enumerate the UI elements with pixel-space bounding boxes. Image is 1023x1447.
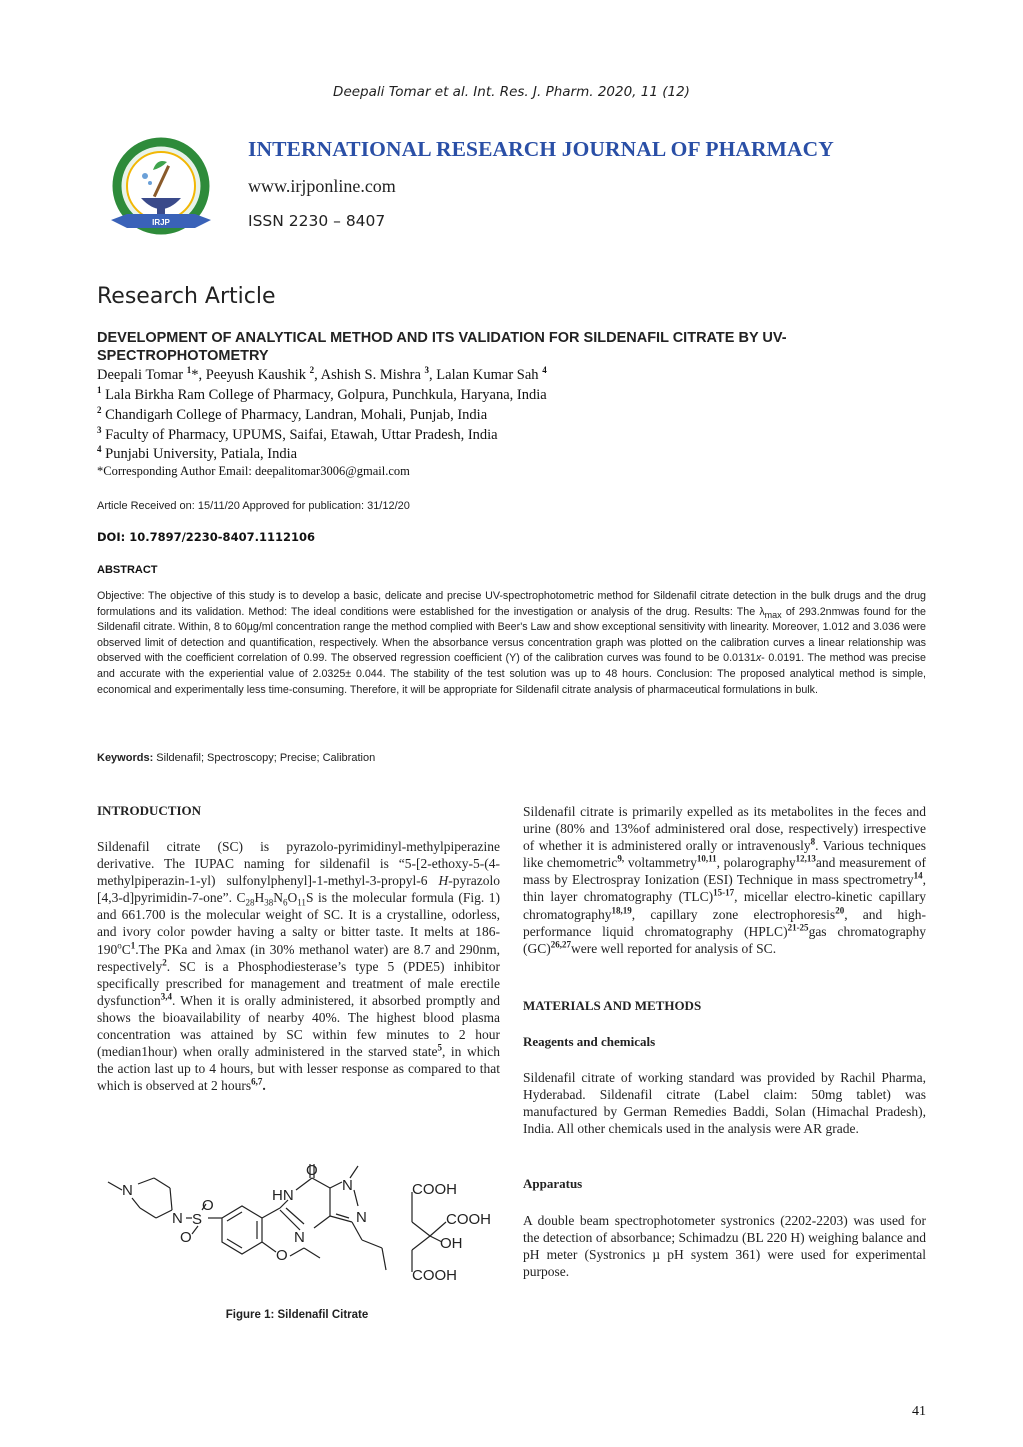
citation: 26,27: [550, 939, 571, 950]
atom-label: N: [342, 1177, 353, 1194]
body-text: .: [262, 1078, 266, 1094]
author-affil-ref: 2: [309, 365, 315, 376]
citation: 12,13: [795, 853, 816, 864]
affiliation-text: Faculty of Pharmacy, UPUMS, Saifai, Etawah, Uttar Pradesh, India: [101, 427, 498, 443]
formula-subscript: 6: [283, 897, 288, 908]
abstract-text: - 0.0191. The method was precise and accurate with the experiential value of 2.0325± 0.044. The stability of the test solution was up to 48 hours. Conclusion: The proposed analytical method is simple, economical and experimentally less time-consuming. Therefore, it will be appropriate for Sildenafil citrate analysis of pharmaceutical formulations in bulk.: [97, 652, 926, 696]
atom-label: S: [192, 1211, 203, 1228]
body-text: , micellar electro-kinetic capillary chromatography: [523, 889, 926, 922]
atom-label: OH: [440, 1235, 463, 1252]
citation: 5: [437, 1042, 442, 1053]
body-text: -pyrazolo [4,3-d]pyrimidin-7-one”. C: [97, 873, 500, 906]
body-text: , thin layer chromatography (TLC): [523, 872, 926, 905]
journal-logo: [97, 136, 225, 246]
citation: 14: [913, 870, 923, 881]
paper-title: DEVELOPMENT OF ANALYTICAL METHOD AND ITS VALIDATION FOR SILDENAFIL CITRATE BY UV-SPECTROPHOTOMETRY: [97, 330, 787, 364]
corresponding-author: *Corresponding Author Email: deepalitomar3006@gmail.com: [97, 464, 410, 478]
author-affil-ref: 3: [424, 365, 430, 376]
chemical-structure: [100, 1160, 490, 1295]
doi[interactable]: DOI: 10.7897/2230-8407.1112106: [97, 530, 315, 544]
atom-label: COOH: [446, 1211, 490, 1228]
affiliation-text: Chandigarh College of Pharmacy, Landran, Mohali, Punjab, India: [101, 407, 488, 423]
formula-atom: H: [254, 890, 265, 906]
affiliation: [97, 406, 487, 425]
atom-label: N: [172, 1210, 183, 1227]
citation: 15-17: [713, 887, 735, 898]
atom-label: N: [122, 1182, 133, 1199]
body-text: S is the molecular formula (Fig. 1) and 661.700 is the molecular weight of SC. It is a crystalline, odorless, and ivory color powder having a salty or bitter taste. It melts at 186-190: [97, 890, 501, 957]
citation: 1: [130, 940, 136, 951]
atom-label: O: [276, 1247, 288, 1264]
abstract-text: of 293.2nmwas found for the Sildenafil citrate. Within, 8 to 60µg/ml concentration range the method complied with Beer's Law and show exceptional sensitivity with linearity. Moreover, 1.012 and 3.036 were observed limit of detection and quantification, respectively. When the absorbance versus concentration graph was plotted on the calibration curves a linear relationship was observed with the coefficient correlation of 0.99. The observed regression coefficient (Y) of the calibration curves was found to be 0.0131: [97, 605, 926, 665]
atom-label: O: [180, 1229, 192, 1246]
author-name: Lalan Kumar Sah: [436, 367, 543, 383]
keywords: [97, 752, 375, 764]
degree-sup: o: [117, 940, 122, 951]
body-text: Sildenafil citrate is primarily expelled as its metabolites in the feces and urine (80% and 13%of administered oral dose, respectively) irrespective of whether it is administered orally or intravenously: [523, 804, 926, 854]
author-affil-ref: 4: [542, 365, 547, 376]
section-heading-introduction: INTRODUCTION: [97, 803, 202, 818]
citation: 10,11: [696, 853, 717, 864]
journal-issn: ISSN 2230 – 8407: [248, 212, 386, 230]
article-dates: Article Received on: 15/11/20 Approved for publication: 31/12/20: [97, 500, 410, 512]
atom-label: N: [356, 1209, 367, 1226]
atom-label: O: [306, 1162, 318, 1179]
citation: 21-25: [787, 922, 809, 933]
keywords-label: Keywords:: [97, 752, 154, 764]
affiliation: [97, 445, 297, 464]
citation: 18,19: [611, 905, 632, 916]
body-text: voltammetry: [624, 855, 697, 871]
body-text: , capillary zone electrophoresis: [631, 906, 836, 922]
citation: 3,4: [160, 991, 172, 1002]
abstract-text: Objective: The objective of this study is to develop a basic, delicate and precise UV-spectrophotometric method for Sildenafil citrate detection in the bulk drugs and the drug formulations and its validation. Method: The ideal conditions were established for the investigation or analysis of the drug. Results: The λ: [97, 590, 926, 618]
affiliation-number: 3: [97, 425, 102, 436]
body-text: . Various techniques like chemometric: [523, 838, 926, 871]
journal-logo-graphic: [97, 136, 225, 246]
atom-label: COOH: [412, 1267, 457, 1284]
journal-url[interactable]: www.irjponline.com: [248, 176, 396, 196]
affiliation-number: 1: [97, 385, 102, 396]
body-text: , in which the action last up to 4 hours, but with lesser response as compared to that which is observed at 2 hours: [97, 1044, 500, 1094]
figure-caption: Figure 1: Sildenafil Citrate: [225, 1309, 369, 1321]
affiliation-number: 4: [97, 444, 102, 455]
citation: 9,: [617, 853, 625, 864]
formula-atom: N: [273, 890, 284, 906]
figure-sildenafil-structure: [100, 1160, 490, 1295]
body-text: and measurement of mass by Electrospray Ionization (ESI) Technique in mass spectrometry: [523, 855, 926, 888]
abstract-heading: ABSTRACT: [97, 564, 158, 576]
article-type: Research Article: [97, 284, 276, 309]
citation: 2: [162, 957, 167, 968]
reagents-paragraph: Sildenafil citrate of working standard was provided by Rachil Pharma, Hyderabad. Sildenafil citrate (Label claim: 50mg tablet) was manufactured by German Remedies Baddi, Solan (Himachal Pradesh), India. All other chemicals used in the analysis were AR grade.: [523, 1070, 926, 1137]
page-number: 41: [912, 1404, 926, 1419]
body-text: . When it is orally administered, it absorbed promptly and shows the bioavailability of nearby 40%. The highest blood plasma concentration was attained by SC within few minutes to 2 hour (median1hour) when orally administered in the starved state: [97, 992, 500, 1060]
affiliation: [97, 386, 547, 405]
subsection-heading-apparatus: Apparatus: [523, 1176, 583, 1191]
affiliation-number: 2: [97, 405, 102, 416]
author-name: Ashish S. Mishra: [320, 367, 425, 383]
body-text: , and high-performance liquid chromatography (HPLC): [523, 906, 926, 939]
formula-atom: O: [287, 890, 298, 906]
body-text: , polarography: [716, 855, 796, 871]
body-text: .The PKa and λmax (in 30% methanol water) are 8.7 and 290nm, respectively: [97, 941, 500, 974]
body-text: gas chromatography (GC): [523, 923, 926, 956]
body-text: were well reported for analysis of SC.: [571, 940, 777, 956]
introduction-paragraph-continued: [523, 803, 926, 957]
body-text: C: [121, 941, 131, 957]
citation: 20: [835, 905, 845, 916]
body-text: Sildenafil citrate (SC) is pyrazolo-pyrimidinyl-methylpiperazine derivative. The IUPAC naming for sildenafil is “5-[2-ethoxy-5-(4-methylpiperazin-1-yl) sulfonylphenyl]-1-methyl-3-propyl-6: [97, 839, 500, 889]
formula-subscript: 28: [245, 897, 255, 908]
atom-label: O: [202, 1197, 214, 1214]
keywords-text: Sildenafil; Spectroscopy; Precise; Calibration: [153, 752, 376, 764]
abstract-variable: x: [755, 652, 762, 665]
author-sep: *,: [191, 367, 206, 383]
formula-subscript: 38: [264, 897, 274, 908]
affiliation-text: Punjabi University, Patiala, India: [101, 446, 298, 462]
author-sep: ,: [314, 367, 321, 383]
lambda-subscript: max: [764, 609, 782, 620]
body-text: . SC is a Phosphodiesterase’s type 5 (PDE5) inhibitor specifically prescribed for management and treatment of male erectile dysfunction: [97, 958, 500, 1008]
atom-label: HN: [272, 1187, 294, 1204]
atom-label: N: [294, 1229, 305, 1246]
author-name: Peeyush Kaushik: [205, 367, 310, 383]
affiliation-text: Lala Birkha Ram College of Pharmacy, Golpura, Punchkula, Haryana, India: [101, 387, 547, 403]
author-affil-ref: 1: [186, 365, 192, 376]
apparatus-paragraph: A double beam spectrophotometer systronics (2202-2203) was used for the detection of absorbance; Schimadzu (BL 220 H) weighing balance and pH meter (Systronics µ pH system 361) were used for experimental purpose.: [523, 1213, 926, 1280]
journal-title: INTERNATIONAL RESEARCH JOURNAL OF PHARMACY: [248, 137, 834, 161]
abstract-body: [97, 589, 926, 698]
section-heading-materials-methods: MATERIALS AND METHODS: [523, 998, 702, 1013]
atom-label: COOH: [412, 1181, 457, 1198]
body-italic: H: [438, 873, 449, 889]
citation: 6,7: [251, 1076, 263, 1087]
citation: 8: [810, 836, 816, 847]
author-name: Deepali Tomar: [97, 367, 187, 383]
author-list: [97, 366, 547, 385]
affiliation: [97, 426, 498, 445]
running-head: Deepali Tomar et al. Int. Res. J. Pharm. 2020, 11 (12): [333, 84, 690, 100]
author-sep: ,: [429, 367, 437, 383]
subsection-heading-reagents: Reagents and chemicals: [523, 1034, 656, 1049]
introduction-paragraph: [97, 838, 500, 1094]
logo-badge: IRJP: [152, 218, 170, 227]
formula-subscript: 11: [297, 897, 306, 908]
